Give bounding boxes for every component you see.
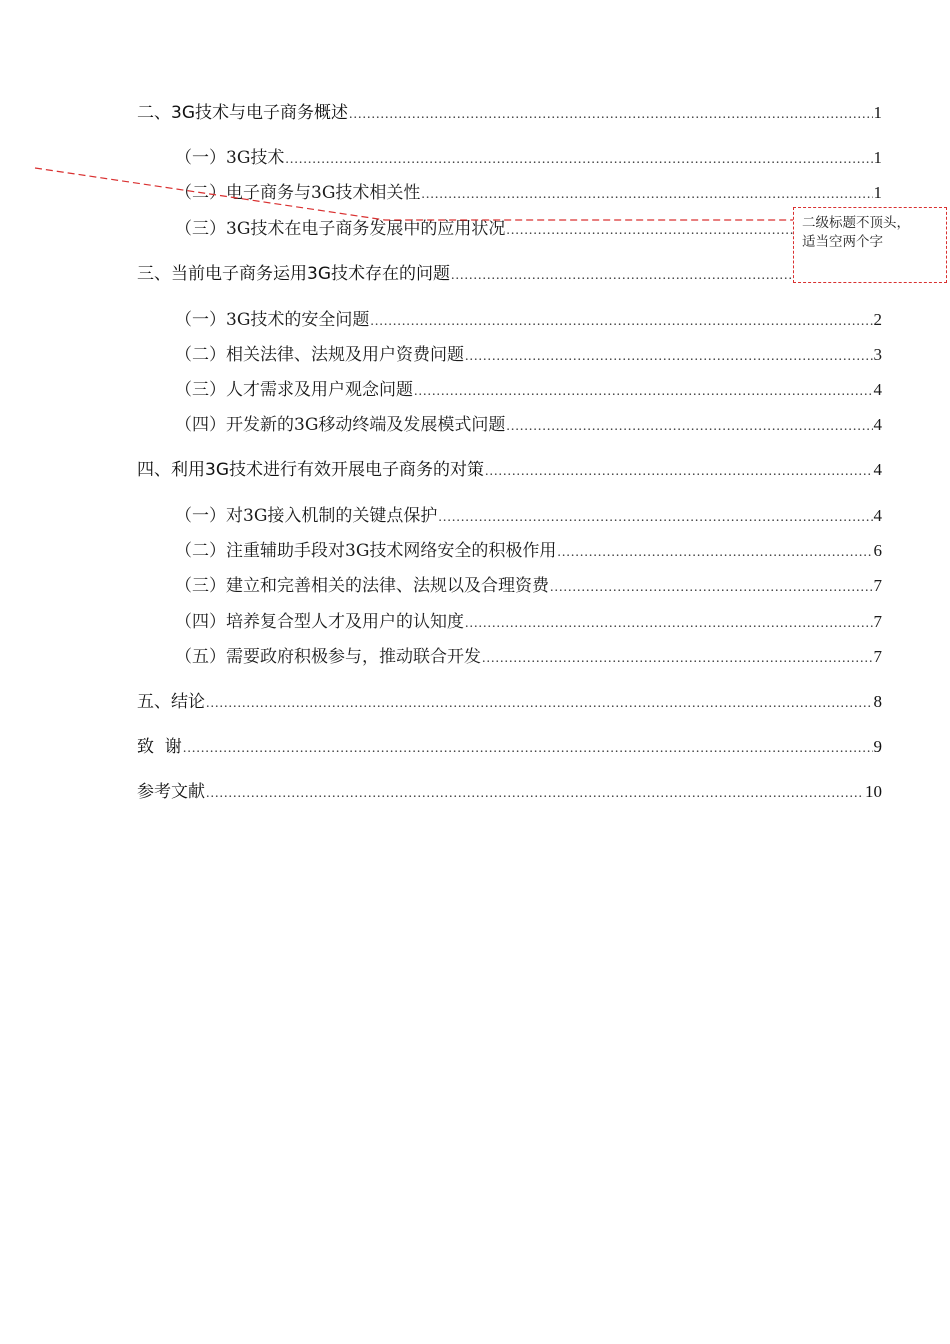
- toc-entry-page: 4: [873, 415, 882, 434]
- toc-entry-title: （四）开发新的3G移动终端及发展模式问题: [175, 415, 506, 435]
- toc-entry-title: 四、利用3G技术进行有效开展电子商务的对策: [137, 460, 484, 480]
- toc-entry-page: 8: [873, 692, 882, 711]
- toc-entry-title: 致 谢: [137, 737, 182, 757]
- toc-entry-page: 4: [873, 380, 882, 399]
- toc-leader-dots: [550, 579, 873, 597]
- toc-entry-page: 1: [873, 148, 882, 167]
- toc-entry-title: 二、3G技术与电子商务概述: [137, 103, 348, 123]
- toc-leader-dots: [349, 106, 873, 124]
- toc-leader-dots: [557, 544, 872, 562]
- toc-entry-page: 3: [873, 345, 882, 364]
- toc-leader-dots: [183, 740, 873, 758]
- toc-entry-page: 6: [873, 541, 882, 560]
- toc-entry-page: 1: [873, 183, 882, 202]
- toc-entry[interactable]: [137, 775, 882, 803]
- toc-entry[interactable]: [137, 453, 882, 481]
- toc-entry-page: 7: [873, 576, 882, 595]
- toc-entry-title: 五、结论: [137, 692, 205, 712]
- toc-entry-title: （二）电子商务与3G技术相关性: [175, 183, 421, 203]
- toc-leader-dots: [438, 509, 872, 527]
- toc-entry-page: 10: [865, 782, 882, 801]
- toc-entry-title: （一）3G技术的安全问题: [175, 310, 370, 330]
- toc-leader-dots: [370, 313, 872, 331]
- review-comment-box[interactable]: [793, 207, 947, 283]
- toc-entry-title: （三）建立和完善相关的法律、法规以及合理资费: [175, 576, 549, 596]
- toc-entry-page: 7: [873, 647, 882, 666]
- toc-entry-title: （五）需要政府积极参与，推动联合开发: [175, 647, 481, 667]
- toc-entry[interactable]: [137, 685, 882, 713]
- toc-entry-page: 2: [873, 310, 882, 329]
- toc-entry[interactable]: [137, 338, 882, 366]
- toc-entry[interactable]: [137, 499, 882, 527]
- toc-leader-dots: [414, 383, 873, 401]
- toc-entry-title: 三、当前电子商务运用3G技术存在的问题: [137, 264, 450, 284]
- toc-leader-dots: [206, 785, 864, 803]
- toc-leader-dots: [506, 418, 872, 436]
- toc-leader-dots: [421, 186, 872, 204]
- comment-text-line: 适当空两个字: [802, 234, 883, 250]
- comment-text-line: 二级标题不顶头，: [802, 215, 910, 231]
- toc-entry-title: （一）3G技术: [175, 148, 285, 168]
- toc-entry[interactable]: [137, 96, 882, 124]
- toc-entry[interactable]: [137, 569, 882, 597]
- toc-leader-dots: [206, 695, 873, 713]
- toc-entry-page: 1: [873, 103, 882, 122]
- toc-entry-title: （三）3G技术在电子商务发展中的应用状况: [175, 219, 506, 239]
- toc-leader-dots: [482, 650, 873, 668]
- toc-entry[interactable]: [137, 534, 882, 562]
- toc-entry-title: 参考文献: [137, 782, 205, 802]
- toc-entry[interactable]: [137, 257, 882, 285]
- toc-entry-title: （三）人才需求及用户观念问题: [175, 380, 413, 400]
- toc-leader-dots: [285, 151, 872, 169]
- toc-entry[interactable]: [137, 640, 882, 668]
- toc-entry[interactable]: [137, 730, 882, 758]
- toc-entry[interactable]: [137, 408, 882, 436]
- toc-entry-title: （一）对3G接入机制的关键点保护: [175, 506, 438, 526]
- toc-entry[interactable]: [137, 176, 882, 204]
- toc-leader-dots: [465, 615, 873, 633]
- toc-entry-page: 4: [873, 506, 882, 525]
- toc-entry[interactable]: [137, 605, 882, 633]
- toc-entry-title: （二）相关法律、法规及用户资费问题: [175, 345, 464, 365]
- toc-entry[interactable]: [137, 373, 882, 401]
- toc-leader-dots: [485, 463, 873, 481]
- toc-entry-title: （四）培养复合型人才及用户的认知度: [175, 612, 464, 632]
- toc-entry[interactable]: [137, 212, 882, 240]
- toc-entry-page: 7: [873, 612, 882, 631]
- toc-entry-page: 4: [873, 460, 882, 479]
- toc-entry-page: 9: [873, 737, 882, 756]
- toc-entry[interactable]: [137, 141, 882, 169]
- toc-entry-title: （二）注重辅助手段对3G技术网络安全的积极作用: [175, 541, 557, 561]
- toc-entry[interactable]: [137, 303, 882, 331]
- toc-leader-dots: [465, 348, 873, 366]
